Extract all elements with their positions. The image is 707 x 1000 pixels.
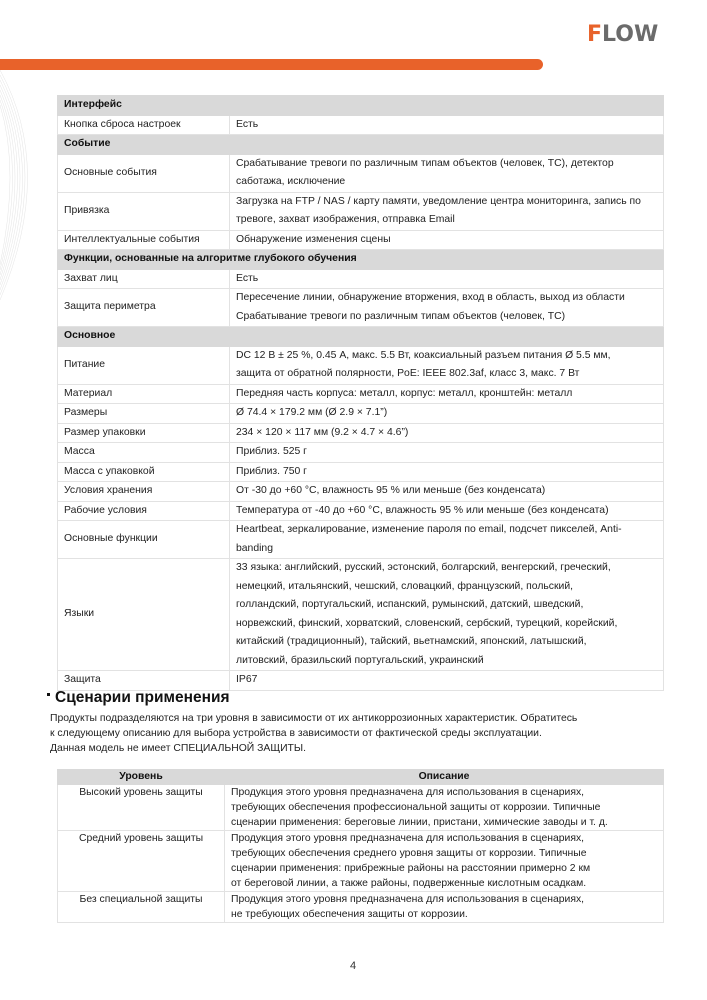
level-name: Без специальной защиты	[58, 892, 225, 923]
table-row	[58, 892, 664, 923]
spec-key: Основные события	[58, 154, 230, 192]
table-row	[58, 404, 664, 424]
spec-key: Захват лиц	[58, 269, 230, 289]
table-row	[58, 443, 664, 463]
level-description: Продукция этого уровня предназначена для использования в сценариях, требующих обеспечения профессиональной защиты от коррозии. Типичные сценарии применения: береговые линии, пристани, химические заводы и т. д.	[225, 785, 664, 831]
spec-value: От -30 до +60 °C, влажность 95 % или меньше (без конденсата)	[230, 482, 664, 502]
table-row	[58, 785, 664, 831]
spec-value: Пересечение линии, обнаружение вторжения, вход в область, выход из области Срабатывание тревоги по различным типам объектов (человек, ТС)	[230, 289, 664, 327]
table-row	[58, 559, 664, 671]
spec-key: Языки	[58, 559, 230, 671]
table-row	[58, 462, 664, 482]
bullet-icon	[47, 693, 50, 696]
spec-value: Есть	[230, 115, 664, 135]
spec-key: Масса	[58, 443, 230, 463]
section-title-scenarios: Сценарии применения	[47, 689, 230, 707]
spec-key: Интеллектуальные события	[58, 230, 230, 250]
spec-value: 33 языка: английский, русский, эстонский, болгарский, венгерский, греческий, немецкий, итальянский, чешский, словацкий, французский, польский, голландский, португальский, испанский, румынский, датский, шведский, норвежский, финский, хорватский, словенский, сербский, турецкий, корейский, китайский (традиционный), тайский, вьетнамский, японский, латышский, литовский, бразильский португальский, украинский	[230, 559, 664, 671]
table-row	[58, 831, 664, 892]
flow-logo	[587, 24, 658, 46]
table-row	[58, 115, 664, 135]
spec-key: Размер упаковки	[58, 423, 230, 443]
level-description: Продукция этого уровня предназначена для использования в сценариях, требующих обеспечения среднего уровня защиты от коррозии. Типичные сценарии применения: прибрежные районы на расстоянии примерно 2 км от береговой линии, а также районы, подверженные кислотным осадкам.	[225, 831, 664, 892]
spec-key: Размеры	[58, 404, 230, 424]
spec-value: IP67	[230, 671, 664, 691]
table-row	[58, 230, 664, 250]
table-row	[58, 671, 664, 691]
level-name: Средний уровень защиты	[58, 831, 225, 892]
spec-key: Защита	[58, 671, 230, 691]
header-description: Описание	[225, 770, 664, 785]
header-level: Уровень	[58, 770, 225, 785]
spec-value: Обнаружение изменения сцены	[230, 230, 664, 250]
table-row	[58, 384, 664, 404]
table-row	[58, 346, 664, 384]
spec-value: DC 12 В ± 25 %, 0.45 А, макс. 5.5 Вт, коаксиальный разъем питания Ø 5.5 мм, защита от обратной полярности, PoE: IEEE 802.3af, класс 3, макс. 7 Вт	[230, 346, 664, 384]
spec-table	[57, 95, 664, 691]
table-row	[58, 482, 664, 502]
table-row	[58, 154, 664, 192]
section-header: Функции, основанные на алгоритме глубокого обучения	[58, 250, 664, 270]
decorative-swirl-icon	[0, 70, 60, 300]
spec-key: Основные функции	[58, 521, 230, 559]
spec-value: Heartbeat, зеркалирование, изменение пароля по email, подсчет пикселей, Anti- banding	[230, 521, 664, 559]
spec-value: Загрузка на FTP / NAS / карту памяти, уведомление центра мониторинга, запись по тревоге, захват изображения, отправка Email	[230, 192, 664, 230]
level-description: Продукция этого уровня предназначена для использования в сценариях, не требующих обеспечения защиты от коррозии.	[225, 892, 664, 923]
spec-value: Температура от -40 до +60 °C, влажность 95 % или меньше (без конденсата)	[230, 501, 664, 521]
section-header: Основное	[58, 327, 664, 347]
section-header: Интерфейс	[58, 96, 664, 116]
spec-value: 234 × 120 × 117 мм (9.2 × 4.7 × 4.6”)	[230, 423, 664, 443]
logo-f: F	[587, 22, 603, 47]
spec-value: Ø 74.4 × 179.2 мм (Ø 2.9 × 7.1”)	[230, 404, 664, 424]
spec-value: Приблиз. 525 г	[230, 443, 664, 463]
spec-key: Кнопка сброса настроек	[58, 115, 230, 135]
spec-key: Защита периметра	[58, 289, 230, 327]
logo-text: LOW	[602, 22, 659, 47]
spec-key: Условия хранения	[58, 482, 230, 502]
spec-value: Передняя часть корпуса: металл, корпус: металл, кронштейн: металл	[230, 384, 664, 404]
table-row	[58, 521, 664, 559]
header-accent-bar	[0, 59, 543, 70]
table-row	[58, 192, 664, 230]
table-row	[58, 423, 664, 443]
level-name: Высокий уровень защиты	[58, 785, 225, 831]
protection-level-table	[57, 769, 664, 923]
table-row	[58, 269, 664, 289]
spec-key: Рабочие условия	[58, 501, 230, 521]
spec-key: Питание	[58, 346, 230, 384]
table-row	[58, 289, 664, 327]
spec-key: Привязка	[58, 192, 230, 230]
page-number: 4	[350, 960, 357, 972]
spec-value: Приблиз. 750 г	[230, 462, 664, 482]
spec-key: Материал	[58, 384, 230, 404]
spec-value: Срабатывание тревоги по различным типам объектов (человек, ТС), детектор саботажа, исключение	[230, 154, 664, 192]
scenarios-paragraph: Продукты подразделяются на три уровня в зависимости от их антикоррозионных характеристик. Обратитесь к следующему описанию для выбора устройства в зависимости от фактической среды эксплуатации. Данная модель не имеет СПЕЦИАЛЬНОЙ ЗАЩИТЫ.	[50, 713, 578, 754]
spec-value: Есть	[230, 269, 664, 289]
section-header: Событие	[58, 135, 664, 155]
spec-key: Масса с упаковкой	[58, 462, 230, 482]
table-row	[58, 501, 664, 521]
